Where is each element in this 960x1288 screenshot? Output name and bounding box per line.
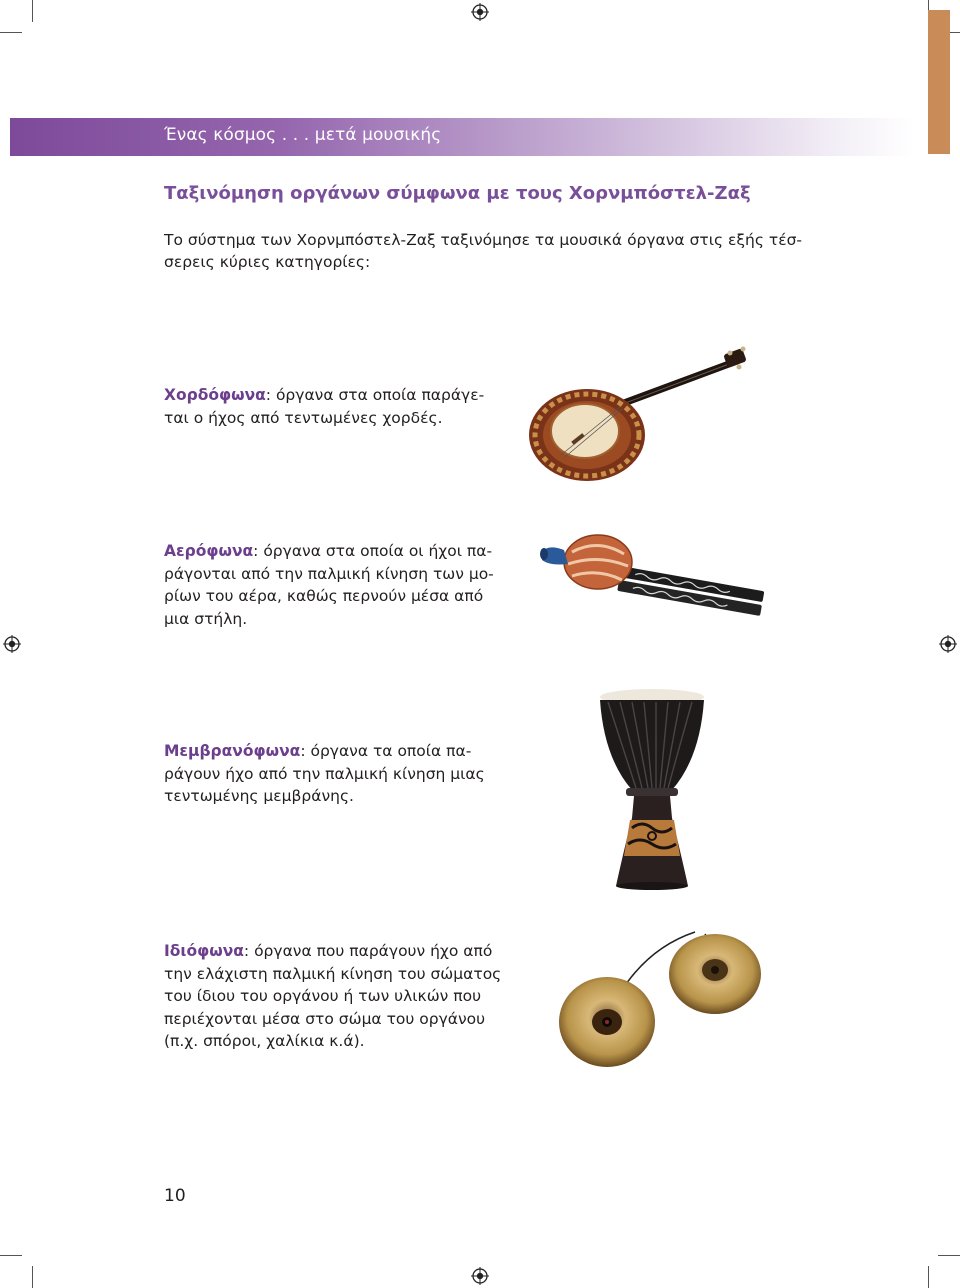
intro-paragraph xyxy=(164,229,824,273)
category-text: μια στήλη. xyxy=(164,609,248,628)
category-text: : όργανα στα οποία οι ήχοι πα- xyxy=(253,542,493,560)
category-membranophones xyxy=(164,740,485,808)
banjo-icon xyxy=(525,345,755,485)
registration-mark-icon xyxy=(471,3,489,21)
category-text: ται ο ήχος από τεντωμένες χορδές. xyxy=(164,408,443,427)
category-text: ράγουν ήχο από την παλμική κίνηση μιας xyxy=(164,764,485,783)
registration-mark-icon xyxy=(3,635,21,653)
category-text: την ελάχιστη παλμική κίνηση του σώματος xyxy=(164,964,502,983)
crop-mark xyxy=(0,1255,22,1256)
finger-cymbals-icon xyxy=(555,922,765,1072)
category-text: τεντωμένης μεμβράνης. xyxy=(164,787,354,805)
category-text: : όργανα στα οποία παράγε- xyxy=(265,386,485,404)
section-title: Ταξινόμηση οργάνων σύμφωνα με τους Χορνμπόστελ-Ζαξ xyxy=(164,183,751,204)
chapter-side-tab xyxy=(928,10,950,154)
registration-mark-icon xyxy=(939,635,957,653)
category-text: ράγονται από την παλμική κίνηση των μο- xyxy=(164,564,494,583)
registration-mark-icon xyxy=(471,1267,489,1285)
chapter-header-title: Ένας κόσμος . . . μετά μουσικής xyxy=(164,125,442,145)
crop-mark xyxy=(928,0,929,10)
category-term: Χορδόφωνα xyxy=(164,386,266,404)
crop-mark xyxy=(938,1255,960,1256)
category-text: (π.χ. σπόροι, χαλίκια κ.ά). xyxy=(164,1032,365,1050)
category-text: ρίων του αέρα, καθώς περνούν μέσα από xyxy=(164,587,484,605)
category-text: του ίδιου του οργάνου ή των υλικών που xyxy=(164,987,482,1005)
crop-mark xyxy=(928,1266,929,1288)
page-number: 10 xyxy=(164,1186,186,1206)
category-term: Μεμβρανόφωνα xyxy=(164,742,301,760)
category-term: Αερόφωνα xyxy=(164,542,254,560)
category-text: περιέχονται μέσα στο σώμα του οργάνου xyxy=(164,1009,486,1028)
category-idiophones xyxy=(164,940,501,1053)
chapter-header-band xyxy=(10,118,915,156)
crop-mark xyxy=(0,32,22,33)
crop-mark xyxy=(32,1266,33,1288)
gourd-flute-icon xyxy=(540,530,770,625)
crop-mark xyxy=(32,0,33,22)
category-aerophones xyxy=(164,540,494,630)
category-text: : όργανα τα οποία πα- xyxy=(300,742,472,760)
category-term: Ιδιόφωνα xyxy=(164,942,244,960)
category-chordophones xyxy=(164,384,484,429)
category-text: : όργανα που παράγουν ήχο από xyxy=(243,942,493,960)
intro-line: Το σύστημα των Χορνμπόστελ-Ζαξ ταξινόμησε τα μουσικά όργανα στις εξής τέσ- xyxy=(164,231,802,249)
intro-line: σερεις κύριες κατηγορίες: xyxy=(164,253,371,271)
djembe-drum-icon xyxy=(596,688,708,892)
